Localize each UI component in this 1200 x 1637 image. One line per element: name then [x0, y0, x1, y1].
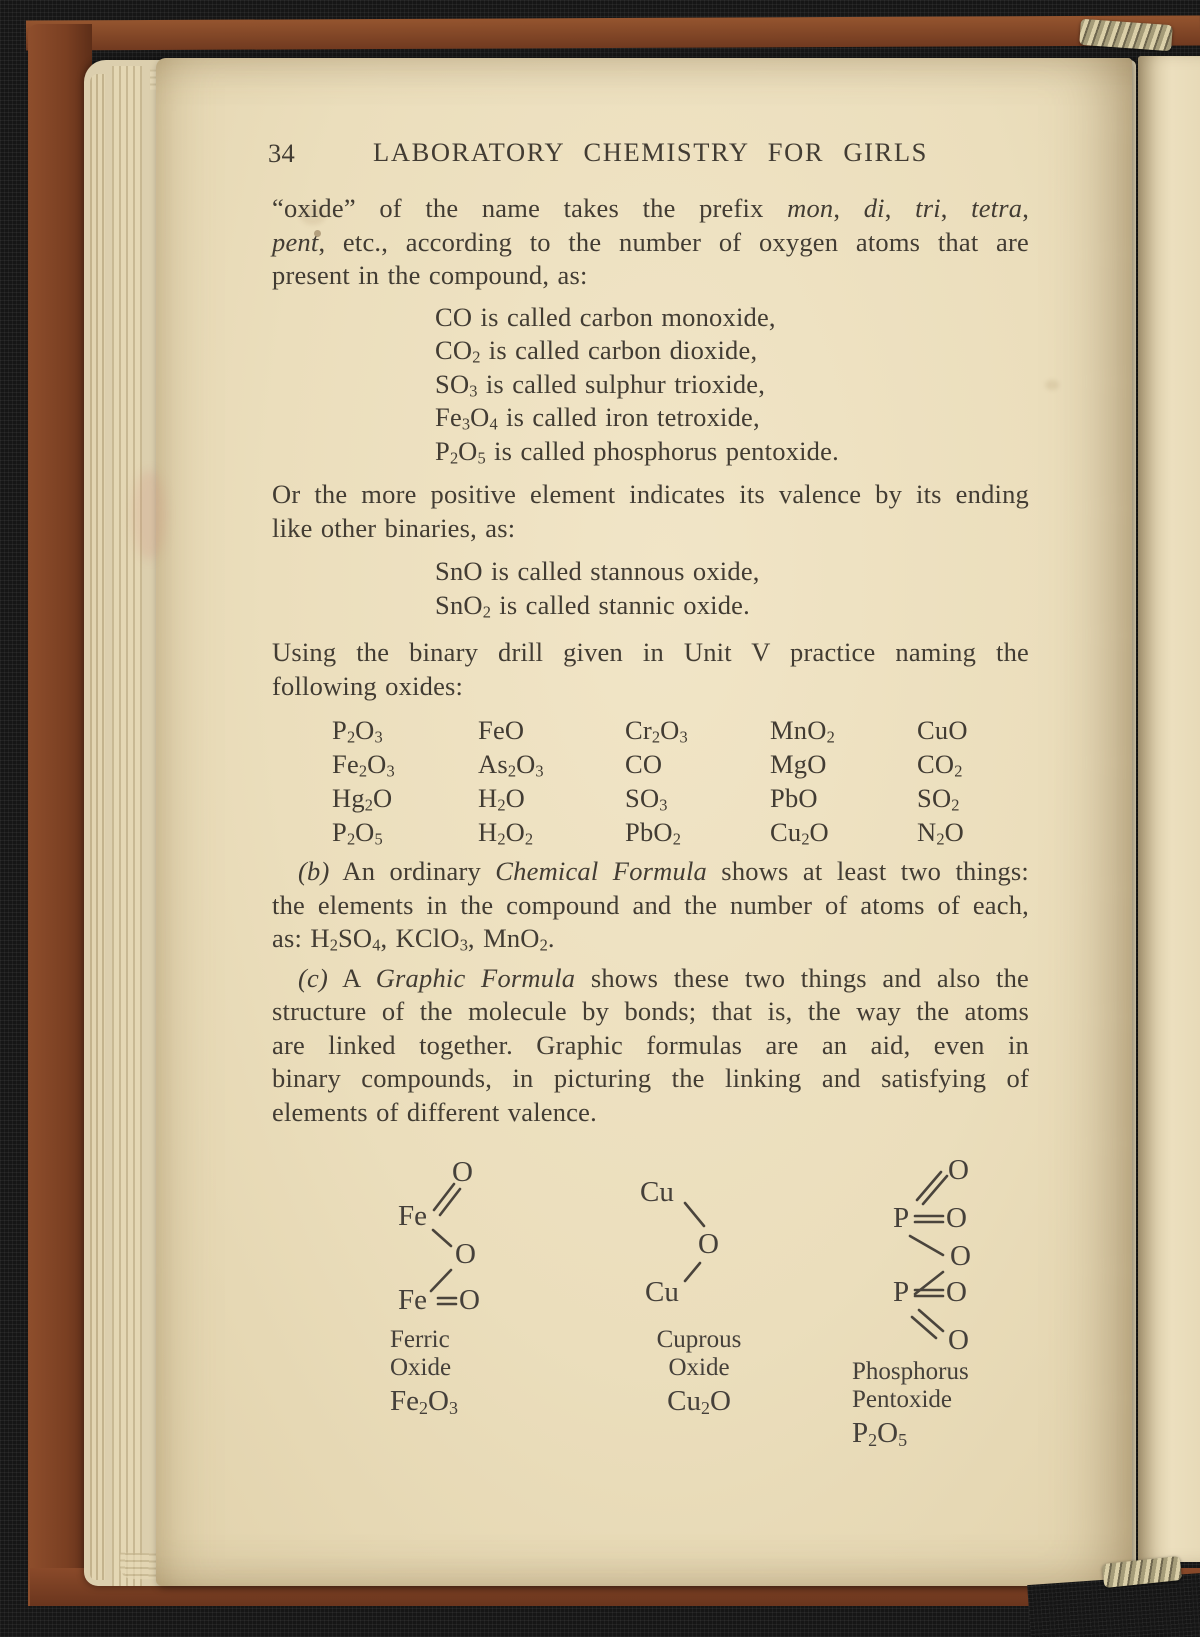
cloth-background-bottom [0, 1606, 1200, 1637]
graphic-formula-phosphorus-pentoxide [893, 1156, 993, 1361]
bond-double [915, 1216, 943, 1222]
oxide-table-cell: $Cr_2O_3$ [625, 715, 688, 747]
caption-line: Oxide [390, 1354, 452, 1381]
text-segment: , etc., according to the number of oxygen atoms that are [318, 226, 1029, 257]
text-line [272, 855, 1029, 889]
oxide-table-cell: $SO_3$ [625, 783, 668, 815]
text-segment: tri [915, 193, 941, 223]
example-line: $Fe_3O_4$ is called iron tetroxide, [435, 402, 760, 434]
paragraph-valence-ending [272, 478, 1029, 545]
oxide-table-cell: PbO$_2$ [625, 817, 681, 849]
text-segment: are linked together. Graphic formulas are an aid, even in [272, 1029, 1029, 1060]
text-line [272, 962, 1029, 996]
paragraph-binary-drill [272, 636, 1029, 703]
running-head [268, 136, 1029, 170]
text-segment: di [863, 193, 885, 223]
text-segment: A [328, 962, 376, 993]
caption-phosphorus-pentoxide [852, 1358, 1022, 1449]
headband-top [1079, 19, 1173, 51]
text-segment: Or the more positive element indicates its valence by its ending [272, 479, 1029, 509]
atom-oxygen: O [946, 1276, 967, 1308]
text-line [272, 1029, 1029, 1063]
paragraph-graphic-formula [272, 962, 1029, 1130]
text-segment: , [940, 193, 972, 223]
text-segment: shows at least two things: [706, 856, 1029, 886]
pentoxide-bonds [893, 1156, 993, 1361]
text-line [272, 478, 1029, 512]
graphic-formula-cuprous-oxide [640, 1178, 745, 1313]
text-segment: elements of different valence. [272, 1096, 597, 1127]
example-line: SnO is called stannous oxide, [435, 556, 760, 586]
formula-label: $Cu_2O$ [667, 1385, 731, 1418]
text-line [272, 192, 1029, 226]
caption-line: Pentoxide [852, 1386, 952, 1413]
paragraph-chemical-formula [272, 855, 1029, 956]
atom-oxygen: O [948, 1154, 969, 1186]
oxide-table-cell: MgO [770, 749, 827, 779]
text-segment: “oxide” of the name takes the prefix [272, 193, 788, 223]
atom-oxygen: O [698, 1228, 719, 1260]
text-segment: $H_2SO_4$, KClO$_3$, MnO$_2$. [310, 923, 555, 955]
atom-oxygen: O [455, 1238, 476, 1270]
atom-oxygen: O [950, 1240, 971, 1272]
example-line: $P_2O_5$ is called phosphorus pentoxide. [435, 435, 839, 468]
caption-cuprous-oxide [646, 1326, 752, 1417]
text-segment: Chemical Formula [495, 856, 707, 886]
text-segment: , [1022, 193, 1030, 223]
text-segment: An ordinary [329, 856, 496, 886]
oxide-table-cell: PbO [770, 783, 818, 813]
text-line [272, 889, 1029, 923]
caption-line: Cuprous [656, 1326, 742, 1353]
oxide-table-cell: FeO [478, 715, 525, 745]
text-segment: the elements in the compound and the number of atoms of each, [272, 889, 1029, 920]
text-segment: mon [787, 193, 834, 223]
text-line [272, 922, 1029, 956]
example-line: SnO$_2$ is called stannic oxide. [435, 589, 750, 622]
formula-label: $Fe_2O_3$ [390, 1385, 458, 1418]
page-edges-left [90, 74, 105, 1580]
text-segment: , [833, 193, 864, 223]
facing-page-gutter [1138, 56, 1200, 1562]
text-line [272, 995, 1029, 1029]
text-segment: structure of the molecule by bonds; that is, the way the atoms [272, 996, 1029, 1026]
oxide-practice-table [272, 713, 1029, 849]
text-segment: like other binaries, as: [272, 512, 516, 543]
example-list-prefix-oxides [272, 301, 1029, 469]
atom-iron: Fe [398, 1200, 427, 1232]
example-line: $CO_2$ is called carbon dioxide, [435, 335, 758, 367]
caption-ferric-oxide [390, 1326, 520, 1417]
bond-double [434, 1184, 460, 1215]
oxide-table-cell: MnO$_2$ [770, 715, 835, 747]
text-line [272, 259, 1029, 293]
atom-phosphorus: P [893, 1276, 910, 1308]
text-segment: following oxides: [272, 670, 464, 701]
formula-label: $P_2O_5$ [852, 1417, 908, 1450]
oxide-table-cell: CuO [917, 715, 968, 745]
bond-single [431, 1270, 451, 1291]
atom-copper: Cu [645, 1276, 679, 1308]
text-line [272, 636, 1029, 670]
atom-oxygen: O [946, 1202, 967, 1234]
bond-single [685, 1203, 704, 1226]
atom-phosphorus: P [893, 1202, 910, 1234]
atom-iron: Fe [398, 1284, 427, 1316]
caption-line: Oxide [668, 1354, 730, 1381]
running-header-title: LABORATORY CHEMISTRY FOR GIRLS [373, 137, 928, 167]
book-cover-top-edge [26, 15, 1200, 50]
caption-line: Ferric [390, 1326, 450, 1353]
oxide-table-cell: $As_2O_3$ [478, 749, 544, 781]
bond-single [685, 1263, 700, 1281]
text-segment: Using the binary drill given in Unit V practice naming the [272, 637, 1029, 667]
oxide-table-cell: $Fe_2O_3$ [332, 749, 395, 781]
oxide-table-cell: $P_2O_5$ [332, 817, 383, 849]
oxide-table-cell: $Cu_2O$ [770, 817, 829, 849]
oxide-table-cell: $CO_2$ [917, 749, 963, 781]
atom-oxygen: O [459, 1284, 480, 1316]
text-segment: pent [272, 226, 319, 257]
text-line [272, 670, 1029, 704]
atom-oxygen: O [948, 1324, 969, 1356]
text-line [272, 1096, 1029, 1130]
oxide-table-cell: $P_2O_3$ [332, 715, 383, 747]
page-edges-left [112, 66, 142, 1586]
book-cover-left-edge [28, 24, 92, 1618]
bond-double [917, 1172, 947, 1204]
example-line: $SO_3$ is called sulphur trioxide, [435, 368, 766, 401]
paragraph-intro [272, 192, 1029, 293]
bond-double [912, 1310, 943, 1338]
oxide-table-cell: $H_2O$ [478, 783, 525, 815]
text-segment: tetra [971, 193, 1023, 223]
page-number: 34 [268, 138, 295, 168]
text-segment: present in the compound, as: [272, 260, 588, 290]
text-segment: shows these two things and also the [575, 962, 1030, 993]
bond-single [910, 1236, 943, 1255]
example-list-stannous-stannic [272, 555, 1029, 622]
oxide-table-cell: CO [625, 749, 663, 779]
graphic-formula-ferric-oxide [398, 1158, 503, 1318]
text-segment: Graphic Formula [375, 962, 576, 993]
text-line [272, 512, 1029, 546]
text-segment: as: [272, 923, 311, 953]
page-content [268, 136, 1030, 1129]
oxide-table-cell: $Hg_2O$ [332, 783, 393, 815]
bond-double [915, 1290, 943, 1296]
caption-line: Phosphorus [852, 1358, 969, 1385]
oxide-table-cell: $SO_2$ [917, 783, 960, 815]
text-segment: binary compounds, in picturing the linking and satisfying of [272, 1063, 1029, 1093]
bond-double [438, 1298, 456, 1304]
text-segment: (b) [298, 856, 330, 886]
text-segment: (c) [298, 962, 329, 993]
text-line [272, 226, 1029, 260]
text-segment: , [884, 193, 916, 223]
atom-oxygen: O [452, 1156, 473, 1188]
example-line: CO is called carbon monoxide, [435, 301, 776, 332]
atom-copper: Cu [640, 1176, 674, 1208]
bond-single [433, 1230, 451, 1246]
oxide-table-cell: $H_2O_2$ [478, 817, 534, 849]
oxide-table-cell: $N_2O$ [917, 817, 964, 849]
text-line [272, 1062, 1029, 1096]
